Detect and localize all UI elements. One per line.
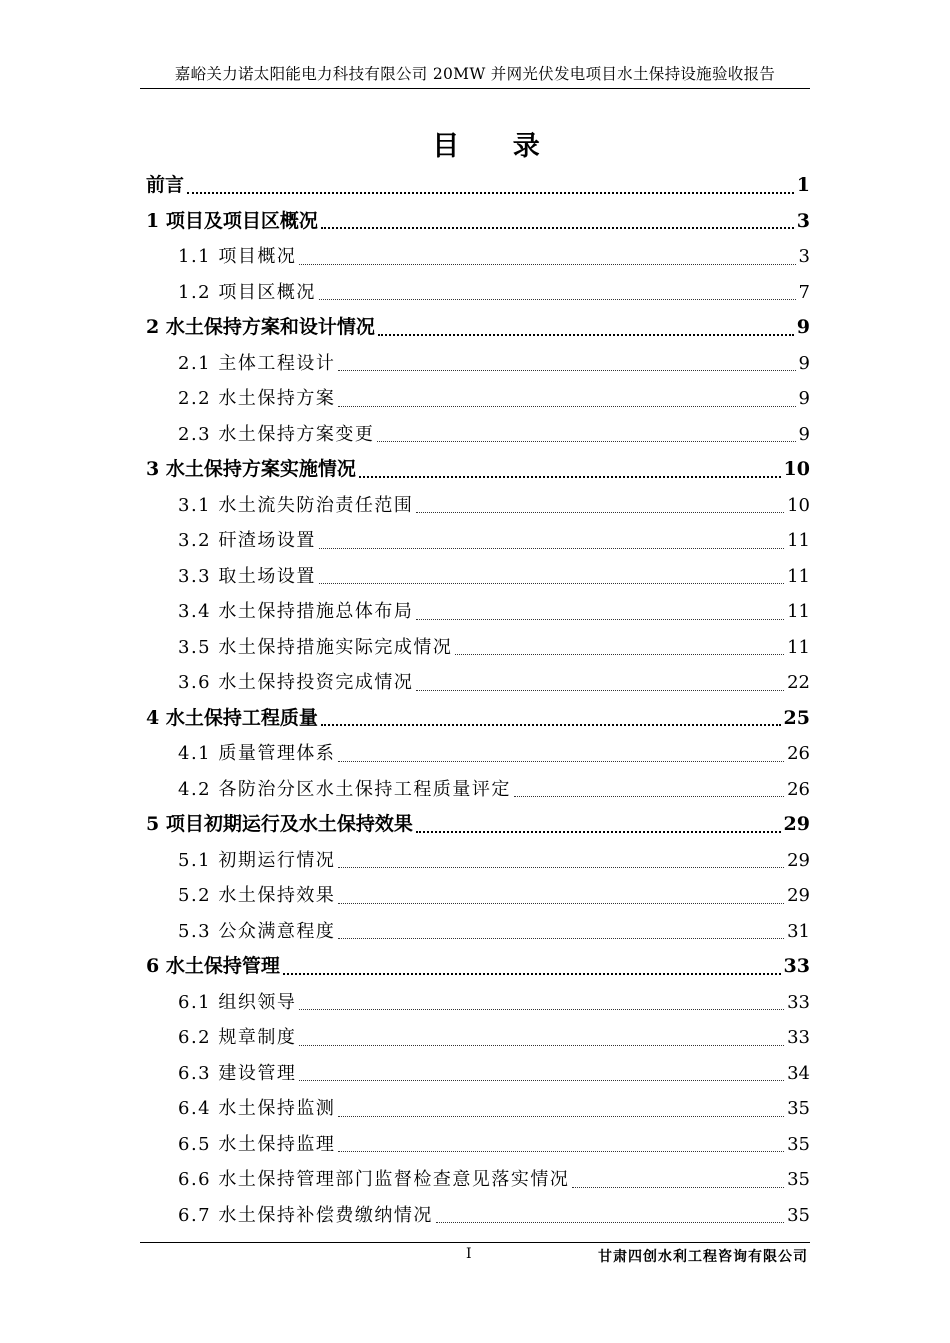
toc-entry-page: 9 (798, 423, 810, 445)
toc-entry-label: 6.6 水土保持管理部门监督检查意见落实情况 (178, 1169, 570, 1190)
toc-section-entry[interactable] (140, 1020, 810, 1056)
toc-entry-label: 6.2 规章制度 (178, 1027, 297, 1048)
toc-entry-label: 前言 (146, 174, 185, 196)
toc-entry-page: 35 (787, 1133, 810, 1155)
toc-entry-label: 2 水土保持方案和设计情况 (146, 316, 375, 338)
table-of-contents (140, 168, 810, 1233)
toc-dot-leader (321, 724, 781, 726)
toc-dot-leader (416, 512, 784, 513)
toc-entry-label: 3.6 水土保持投资完成情况 (178, 672, 414, 693)
toc-section-entry[interactable] (140, 630, 810, 666)
toc-entry-label: 1.1 项目概况 (178, 246, 297, 267)
toc-entry-page: 10 (783, 458, 810, 480)
toc-entry-label: 1.2 项目区概况 (178, 281, 316, 303)
toc-entry-label: 5.3 公众满意程度 (178, 920, 336, 942)
toc-section-entry[interactable] (140, 736, 810, 772)
toc-entry-page: 9 (798, 388, 810, 409)
toc-dot-leader (338, 1116, 784, 1117)
toc-section-entry[interactable] (140, 985, 810, 1021)
toc-entry-page: 35 (787, 1098, 810, 1119)
toc-dot-leader (338, 938, 784, 939)
toc-entry-label: 6.1 组织领导 (178, 991, 297, 1013)
toc-entry-label: 3.1 水土流失防治责任范围 (178, 494, 414, 516)
toc-entry-page: 33 (783, 955, 810, 977)
toc-section-entry[interactable] (140, 914, 810, 950)
toc-entry-page: 35 (787, 1169, 810, 1190)
toc-entry-label: 3 水土保持方案实施情况 (146, 458, 356, 480)
toc-entry-label: 4 水土保持工程质量 (146, 706, 318, 729)
toc-dot-leader (338, 370, 795, 371)
toc-entry-label: 3.4 水土保持措施总体布局 (178, 601, 414, 622)
toc-entry-page: 9 (798, 352, 810, 374)
toc-dot-leader (319, 583, 784, 584)
toc-entry-label: 6.4 水土保持监测 (178, 1098, 336, 1119)
toc-entry-page: 25 (783, 706, 810, 729)
toc-dot-leader (283, 973, 781, 975)
toc-chapter-entry[interactable] (140, 204, 810, 240)
toc-section-entry[interactable] (140, 523, 810, 559)
toc-dot-leader (416, 690, 784, 691)
toc-section-entry[interactable] (140, 772, 810, 808)
toc-dot-leader (319, 299, 796, 300)
toc-chapter-entry[interactable] (140, 949, 810, 985)
toc-entry-label: 6 水土保持管理 (146, 955, 280, 977)
toc-section-entry[interactable] (140, 239, 810, 275)
toc-dot-leader (514, 796, 784, 797)
toc-section-entry[interactable] (140, 275, 810, 311)
toc-entry-label: 2.1 主体工程设计 (178, 352, 336, 374)
toc-entry-label: 6.5 水土保持监理 (178, 1133, 336, 1155)
toc-entry-page: 34 (787, 1062, 810, 1084)
toc-entry-page: 35 (787, 1204, 810, 1226)
toc-dot-leader (416, 619, 784, 620)
toc-dot-leader (436, 1222, 784, 1223)
toc-entry-label: 4.1 质量管理体系 (178, 743, 336, 764)
toc-dot-leader (338, 867, 784, 868)
toc-section-entry[interactable] (140, 878, 810, 914)
toc-section-entry[interactable] (140, 1056, 810, 1092)
running-header: 嘉峪关力诺太阳能电力科技有限公司 20MW 并网光伏发电项目水土保持设施验收报告 (174, 65, 776, 83)
toc-section-entry[interactable] (140, 346, 810, 382)
toc-entry-page: 9 (796, 316, 810, 338)
toc-entry-label: 4.2 各防治分区水土保持工程质量评定 (178, 778, 511, 800)
toc-entry-page: 29 (787, 885, 810, 906)
toc-dot-leader (572, 1187, 784, 1188)
toc-entry-page: 29 (783, 813, 810, 835)
toc-dot-leader (378, 334, 794, 336)
toc-section-entry[interactable] (140, 1162, 810, 1198)
toc-section-entry[interactable] (140, 843, 810, 879)
toc-entry-label: 2.3 水土保持方案变更 (178, 423, 375, 445)
toc-chapter-entry[interactable] (140, 452, 810, 488)
toc-dot-leader (319, 548, 784, 549)
toc-entry-label: 1 项目及项目区概况 (146, 209, 318, 232)
toc-entry-page: 3 (796, 209, 810, 232)
toc-entry-page: 11 (787, 565, 810, 587)
toc-chapter-entry[interactable] (140, 168, 810, 204)
toc-entry-label: 6.3 建设管理 (178, 1062, 297, 1084)
toc-section-entry[interactable] (140, 1127, 810, 1163)
toc-dot-leader (299, 264, 795, 265)
toc-section-entry[interactable] (140, 665, 810, 701)
toc-dot-leader (187, 192, 794, 194)
toc-dot-leader (377, 441, 795, 442)
toc-entry-page: 33 (787, 1027, 810, 1048)
toc-section-entry[interactable] (140, 1198, 810, 1234)
toc-entry-page: 11 (787, 530, 810, 551)
toc-entry-page: 26 (787, 778, 810, 800)
toc-entry-label: 5.1 初期运行情况 (178, 849, 336, 871)
toc-dot-leader (299, 1009, 784, 1010)
toc-entry-page: 22 (787, 672, 810, 693)
toc-entry-page: 26 (787, 743, 810, 764)
toc-dot-leader (299, 1045, 784, 1046)
toc-section-entry[interactable] (140, 1091, 810, 1127)
toc-section-entry[interactable] (140, 381, 810, 417)
toc-entry-label: 3.2 矸渣场设置 (178, 530, 316, 551)
toc-entry-page: 11 (787, 636, 810, 658)
toc-entry-label: 3.3 取土场设置 (178, 565, 316, 587)
page-number: I (466, 1246, 472, 1262)
footer-organization: 甘肃四创水利工程咨询有限公司 (598, 1249, 808, 1265)
toc-entry-label: 6.7 水土保持补偿费缴纳情况 (178, 1204, 433, 1226)
toc-entry-page: 33 (787, 991, 810, 1013)
toc-entry-page: 31 (787, 920, 810, 942)
toc-entry-page: 29 (787, 849, 810, 871)
header-rule (140, 88, 810, 89)
toc-entry-label: 5 项目初期运行及水土保持效果 (146, 813, 413, 835)
toc-section-entry[interactable] (140, 559, 810, 595)
toc-section-entry[interactable] (140, 417, 810, 453)
toc-entry-page: 3 (798, 246, 810, 267)
toc-dot-leader (455, 654, 784, 655)
toc-section-entry[interactable] (140, 488, 810, 524)
toc-chapter-entry[interactable] (140, 701, 810, 737)
toc-entry-label: 3.5 水土保持措施实际完成情况 (178, 636, 453, 658)
toc-entry-page: 11 (787, 601, 810, 622)
page-title: 目 录 (432, 131, 562, 162)
toc-entry-page: 7 (798, 281, 810, 303)
toc-dot-leader (338, 903, 784, 904)
footer-rule (140, 1242, 810, 1243)
toc-section-entry[interactable] (140, 594, 810, 630)
toc-entry-label: 2.2 水土保持方案 (178, 388, 336, 409)
toc-dot-leader (338, 761, 784, 762)
toc-chapter-entry[interactable] (140, 807, 810, 843)
toc-chapter-entry[interactable] (140, 310, 810, 346)
toc-entry-label: 5.2 水土保持效果 (178, 885, 336, 906)
toc-dot-leader (338, 1151, 784, 1152)
toc-dot-leader (299, 1080, 784, 1081)
toc-dot-leader (359, 476, 781, 478)
toc-entry-page: 10 (787, 494, 810, 516)
toc-entry-page: 1 (796, 174, 810, 196)
toc-dot-leader (321, 227, 794, 229)
toc-dot-leader (416, 831, 781, 833)
toc-dot-leader (338, 406, 795, 407)
